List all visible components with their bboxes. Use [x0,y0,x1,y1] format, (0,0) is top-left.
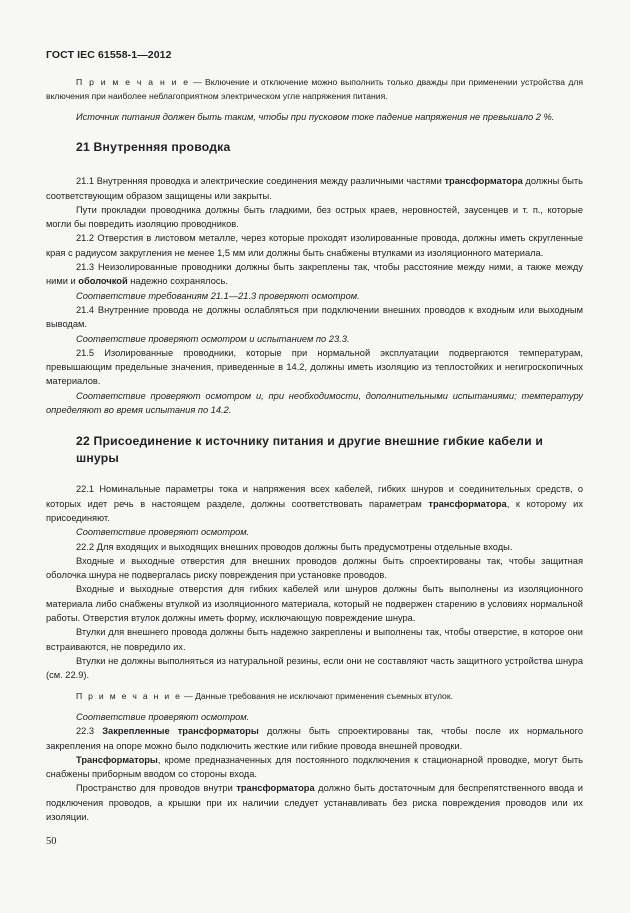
text: должно быть достаточным для беспрепятственного ввода и подключения проводов, а крышки при их наличии следует устанавливать без риска повреждения проводов или их изоляции. [46,783,583,823]
page-number: 50 [46,836,57,847]
paragraph-21-4: 21.4 Внутренние провода не должны ослабляться при подключении внешних проводов к входным или выходным выводам. [46,304,583,330]
term: трансформатора [428,498,507,509]
paragraph-21-3 [46,260,583,289]
text: должны быть спроектированы так, чтобы после их нормального закрепления на опоре можно было подключить жесткие или гибкие провода внешней проводки. [46,726,583,751]
text: 21.1 Внутренняя проводка и электрические соединения между различными частями [76,176,445,187]
paragraph-21-5: 21.5 Изолированные проводники, которые при нормальной эксплуатации подвергаются температурам, превышающим предельные значения, приведенные в 14.2, должны иметь изоляцию из теплостойких и негигроскопичных материалов. [46,347,583,387]
paragraph-21-2: 21.2 Отверстия в листовом металле, через которые проходят изолированные провода, должны иметь скругленные края с радиусом закругления не менее 1,5 мм или должны быть снабжены втулками из изоляционного материала. [46,233,583,258]
note-paragraph [46,76,583,103]
paragraph-22-3 [46,724,583,753]
note-label: П р и м е ч а н и е [76,690,182,701]
text: 22.3 [76,726,103,737]
term: Трансформаторы [76,754,158,765]
paragraph-22-3-inlet [46,753,583,782]
paragraph-22-2-bushings: Входные и выходные отверстия для гибких кабелей или шнуров должны быть выполнены из изоляционного материала либо снабжены втулкой из изоляционного материала, который не подвержен старению в условиях нормальной работы. Отверстия втулок должны иметь форму, исключающую повреждение шнура. [46,584,583,624]
section-22-title: 22 Присоединение к источнику питания и другие внешние гибкие кабели и шнуры [76,434,544,466]
text: должны быть соответствующим образом защищены или закрыты. [46,176,583,201]
compliance-21-1-3: Соответствие требованиям 21.1—21.3 проверяют осмотром. [76,290,360,301]
note-text: — Включение и отключение можно выполнить только дважды при применении устройства для включения при наиболее неблагоприятном электрическом угле напряжения питания. [46,77,583,101]
paragraph-22-2-rubber: Втулки не должны выполняться из натуральной резины, если они не составляют часть защитного устройства шнура (см. 22.9). [46,655,583,681]
paragraph-21-1-paths: Пути прокладки проводника должны быть гладкими, без острых краев, неровностей, заусенцев и т. п., которые могли бы повредить изоляцию проводников. [46,204,583,230]
term: Закрепленные трансформаторы [102,726,259,737]
paragraph-22-3-space [46,781,583,824]
term: оболочкой [78,276,128,287]
note-paragraph-22 [46,690,583,704]
term: трансформатора [236,783,315,794]
text: 21.3 Неизолированные проводники должны быть закреплены так, чтобы расстояние между ними, а также между ними и [46,262,583,287]
term: трансформатора [444,176,523,187]
supply-requirement: Источник питания должен быть таким, чтобы при пусковом токе падение напряжения не превышало 2 %. [76,112,555,122]
text: 22.1 Номинальные параметры тока и напряжения всех кабелей, гибких шнуров и соединительных средств, о которых идет речь в настоящем разделе, должны соответствовать параметрам [46,484,583,509]
page-content [46,76,583,824]
compliance-21-5: Соответствие проверяют осмотром и, при необходимости, дополнительными испытаниями; температуру определяют во время испытания по 14.2. [46,390,583,416]
paragraph-22-2-fixing: Втулки для внешнего провода должны быть надежно закреплены и выполнены так, чтобы отверстие, в которое они встраиваются, не повредило их. [46,627,583,652]
note-label: П р и м е ч а н и е [76,77,190,87]
compliance-22-1: Соответствие проверяют осмотром. [76,527,250,538]
text: , кроме предназначенных для постоянного подключения к стационарной проводке, могут быть снабжены приборным вводом со стороны входа. [46,754,583,780]
paragraph-21-1 [46,174,583,203]
paragraph-22-2-entries: Входные и выходные отверстия для внешних проводов должны быть спроектированы так, чтобы защитная оболочка шнура не подвергалась риску повреждения при установке проводов. [46,555,583,581]
compliance-22-2: Соответствие проверяют осмотром. [76,712,250,722]
text: Пространство для проводов внутри [76,783,237,794]
note-text: — Данные требования не исключают применения съемных втулок. [181,690,453,701]
text: надежно сохранялось. [127,276,228,287]
compliance-21-4: Соответствие проверяют осмотром и испытанием по 23.3. [76,333,350,344]
text: , к которому их присоединяют. [46,498,583,523]
section-21-title: 21 Внутренняя проводка [76,140,231,155]
standard-header: ГОСТ IEC 61558-1—2012 [46,49,172,61]
paragraph-22-1 [46,482,583,525]
paragraph-22-2: 22.2 Для входящих и выходящих внешних проводов должны быть предусмотрены отдельные входы. [76,541,513,552]
